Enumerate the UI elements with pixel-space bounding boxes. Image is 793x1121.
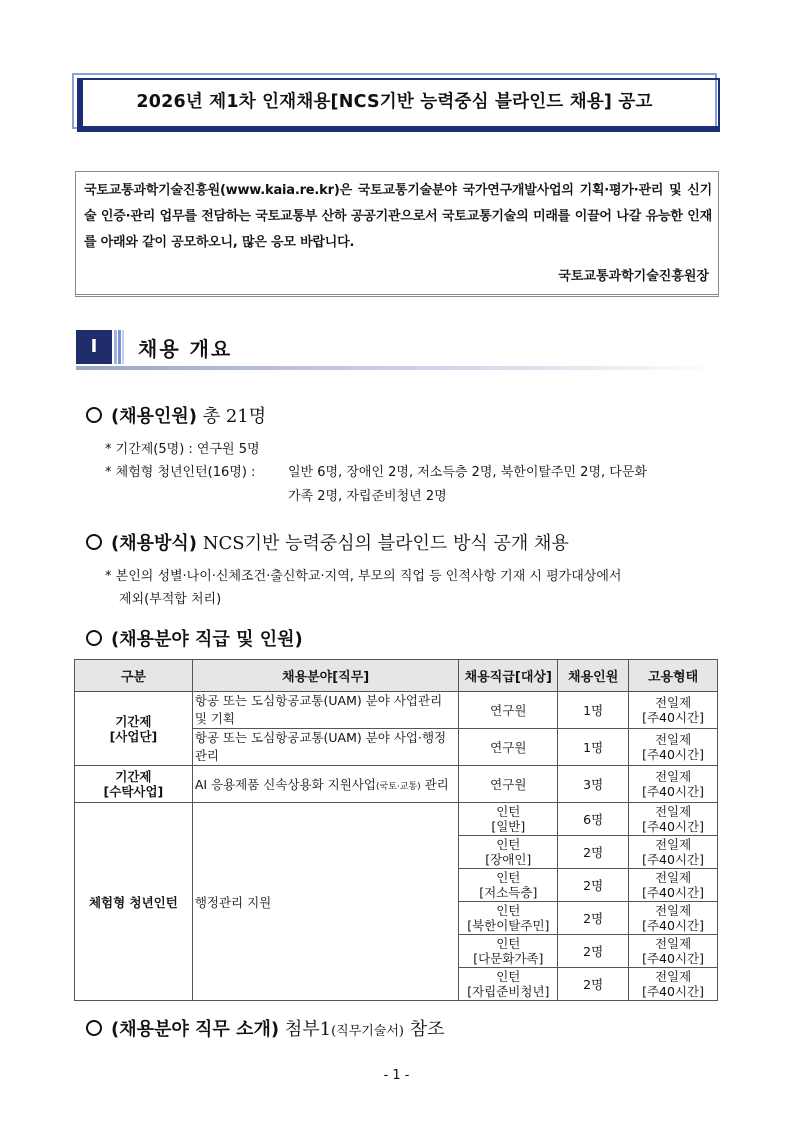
level-line: 인턴 <box>496 870 521 885</box>
category-line: 기간제 <box>115 769 152 784</box>
type-line: [주40시간] <box>642 784 704 799</box>
recruitment-table <box>74 659 718 1001</box>
count-cell: 2명 <box>558 902 629 935</box>
count-cell: 2명 <box>558 836 629 869</box>
intro-signature: 국토교통과학기술진흥원장 <box>558 269 709 284</box>
level-line: [자립준비청년] <box>467 984 550 999</box>
type-cell <box>629 935 718 968</box>
level-cell <box>459 836 558 869</box>
headcount-value: 총 21명 <box>202 406 267 427</box>
headcount-note-2-line1: 일반 6명, 장애인 2명, 저소득층 2명, 북한이탈주민 2명, 다문화 <box>288 465 647 480</box>
table-header-cell: 채용분야[직무] <box>192 660 459 692</box>
type-cell <box>629 692 718 729</box>
type-line: 전일제 <box>654 969 692 984</box>
type-line: 전일제 <box>654 732 692 747</box>
count-cell: 6명 <box>558 803 629 836</box>
title-box <box>72 73 717 129</box>
count-cell: 2명 <box>558 968 629 1001</box>
type-cell <box>629 729 718 766</box>
level-line: 인턴 <box>496 837 521 852</box>
category-cell: 체험형 청년인턴 <box>75 803 193 1001</box>
type-cell <box>629 803 718 836</box>
category-line: [사업단] <box>109 728 158 744</box>
circle-bullet-icon <box>86 407 102 423</box>
page-number: - 1 - <box>383 1068 410 1083</box>
level-line: 인턴 <box>496 903 521 918</box>
type-line: 전일제 <box>654 837 692 852</box>
table-header-row <box>75 660 718 692</box>
type-cell <box>629 836 718 869</box>
level-cell: 연구원 <box>459 729 558 766</box>
count-cell: 3명 <box>558 766 629 803</box>
field-heading: (채용분야 직급 및 인원) <box>111 629 303 650</box>
level-line: 인턴 <box>496 804 521 819</box>
circle-bullet-icon <box>86 630 102 646</box>
intro-box <box>75 171 719 297</box>
headcount-note-2-prefix: * 체험형 청년인턴(16명) : <box>105 465 256 480</box>
type-line: 전일제 <box>654 804 692 819</box>
type-line: 전일제 <box>654 936 692 951</box>
count-cell: 2명 <box>558 935 629 968</box>
job-intro-tail: 참조 <box>404 1019 445 1040</box>
type-line: 전일제 <box>654 695 692 710</box>
job-intro-small: (직무기술서) <box>331 1024 404 1039</box>
page-title: 2026년 제1차 인재채용[NCS기반 능력중심 블라인드 채용] 공고 <box>136 92 653 112</box>
level-cell <box>459 935 558 968</box>
circle-bullet-icon <box>86 534 102 550</box>
field-main-text: AI 응용제품 신속상용화 지원사업 <box>194 777 376 792</box>
field-cell: 항공 또는 도심항공교통(UAM) 분야 사업관리 및 기획 <box>192 692 459 729</box>
field-cell <box>192 766 459 803</box>
method-value: NCS기반 능력중심의 블라인드 방식 공개 채용 <box>202 533 569 554</box>
level-line: [북한이탈주민] <box>467 918 550 933</box>
job-intro-main: 첨부1 <box>284 1019 332 1040</box>
level-line: [저소득층] <box>479 885 538 900</box>
section-number-badge: Ⅰ <box>76 330 112 364</box>
method-label: (채용방식) <box>111 533 198 554</box>
type-line: [주40시간] <box>642 885 704 900</box>
type-line: 전일제 <box>654 870 692 885</box>
level-line: [일반] <box>491 819 526 834</box>
level-cell: 연구원 <box>459 766 558 803</box>
table-row <box>75 692 718 729</box>
field-heading-line <box>86 625 303 651</box>
type-cell <box>629 869 718 902</box>
type-line: [주40시간] <box>642 819 704 834</box>
level-cell <box>459 869 558 902</box>
category-line: [수탁사업] <box>103 784 164 799</box>
type-line: [주40시간] <box>642 747 704 762</box>
field-tail-text: 관리 <box>420 777 449 792</box>
type-line: [주40시간] <box>642 852 704 867</box>
type-cell <box>629 902 718 935</box>
method-note-line2: 제외(부적합 처리) <box>119 592 222 607</box>
type-line: [주40시간] <box>642 984 704 999</box>
method-note-line1: * 본인의 성별·나이·신체조건·출신학교·지역, 부모의 직업 등 인적사항 기재 시 평가대상에서 <box>105 569 622 584</box>
field-cell: 항공 또는 도심항공교통(UAM) 분야 사업·행정 관리 <box>192 729 459 766</box>
intro-text: 국토교통과학기술진흥원(www.kaia.re.kr)은 국토교통기술분야 국가연구개발사업의 기획·평가·관리 및 신기술 인증·관리 업무를 전담하는 국토교통부 산하 공공기관으로서 국토교통기술의 미래를 이끌어 나갈 유능한 인재를 아래와 같이 공모하오니, 많은 응모 바랍니다. <box>84 183 712 250</box>
level-cell <box>459 968 558 1001</box>
type-cell <box>629 766 718 803</box>
level-cell <box>459 803 558 836</box>
table-header-cell: 채용인원 <box>558 660 629 692</box>
type-line: 전일제 <box>654 769 692 784</box>
job-intro-line <box>86 1015 445 1041</box>
level-cell <box>459 902 558 935</box>
level-line: [장애인] <box>485 852 532 867</box>
type-line: [주40시간] <box>642 918 704 933</box>
table-header-cell: 채용직급[대상] <box>459 660 558 692</box>
level-line: [다문화가족] <box>473 951 544 966</box>
table-row <box>75 766 718 803</box>
type-cell <box>629 968 718 1001</box>
category-cell <box>75 692 193 766</box>
field-cell: 행정관리 지원 <box>192 803 459 1001</box>
category-cell <box>75 766 193 803</box>
count-cell: 2명 <box>558 869 629 902</box>
headcount-line <box>86 402 266 428</box>
category-line: 기간제 <box>115 713 152 729</box>
type-line: 전일제 <box>654 903 692 918</box>
headcount-label: (채용인원) <box>111 406 198 427</box>
table-row <box>75 803 718 836</box>
section-underline <box>76 366 717 370</box>
section-stripe-decoration <box>114 330 124 364</box>
circle-bullet-icon <box>86 1020 102 1036</box>
level-line: 인턴 <box>496 936 521 951</box>
job-intro-label: (채용분야 직무 소개) <box>111 1019 280 1040</box>
field-small-text: (국토·교통) <box>375 782 421 792</box>
table-header-cell: 구분 <box>75 660 193 692</box>
headcount-note-1: * 기간제(5명) : 연구원 5명 <box>105 442 260 457</box>
section-title: 채용 개요 <box>138 337 233 361</box>
count-cell: 1명 <box>558 729 629 766</box>
count-cell: 1명 <box>558 692 629 729</box>
table-header-cell: 고용형태 <box>629 660 718 692</box>
type-line: [주40시간] <box>642 951 704 966</box>
headcount-note-2-line2: 가족 2명, 자립준비청년 2명 <box>288 489 447 504</box>
type-line: [주40시간] <box>642 710 704 725</box>
method-line <box>86 529 569 555</box>
level-line: 인턴 <box>496 969 521 984</box>
level-cell: 연구원 <box>459 692 558 729</box>
